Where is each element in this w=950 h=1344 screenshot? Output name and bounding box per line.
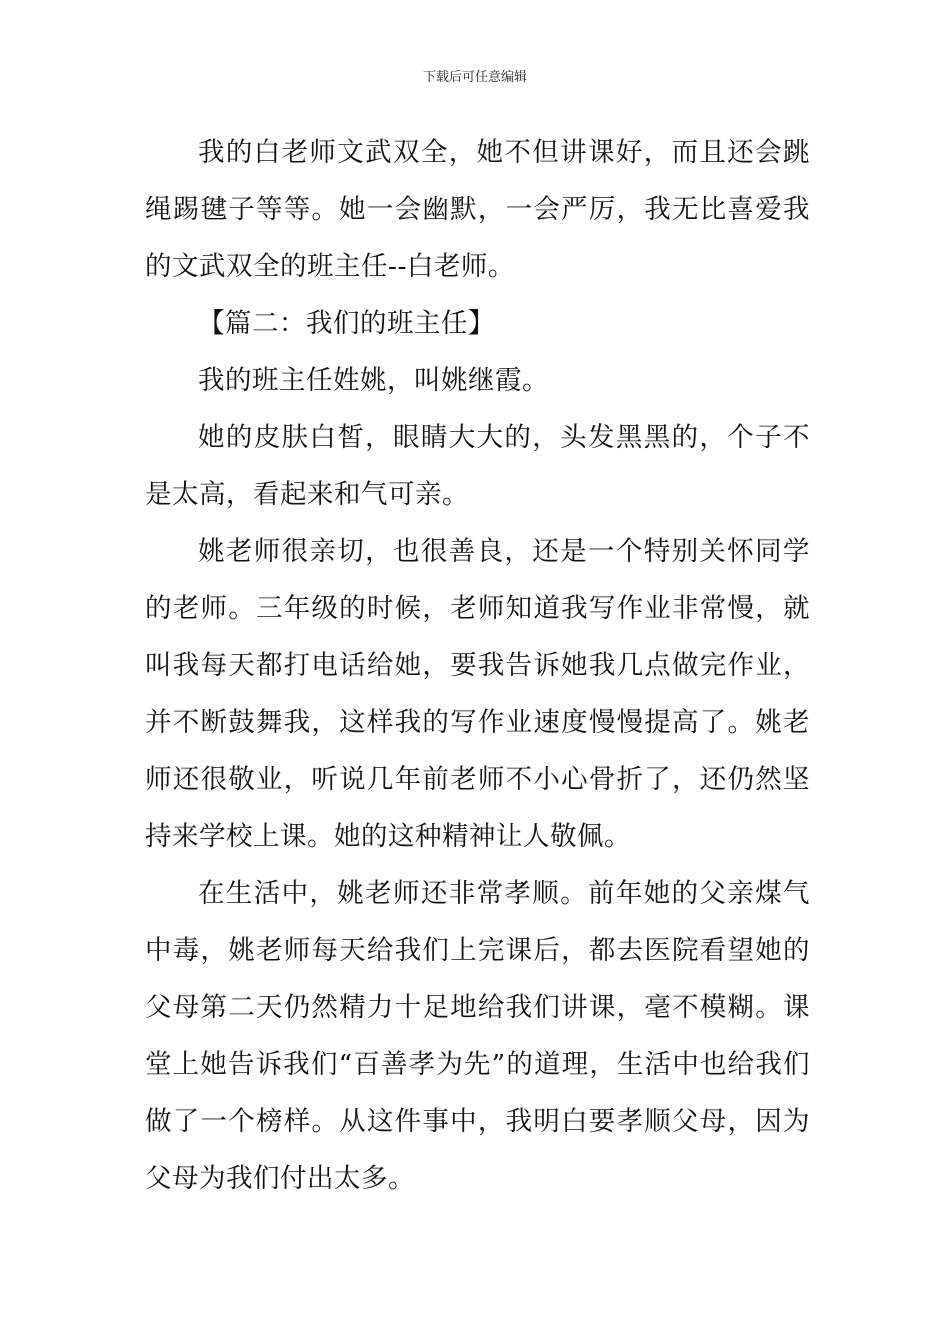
paragraph: 姚老师很亲切，也很善良，还是一个特别关怀同学的老师。三年级的时候，老师知道我写作业非常慢，就叫我每天都打电话给她，要我告诉她我几点做完作业，并不断鼓舞我，这样我的写作业速度慢慢提高了。姚老师还很敬业，听说几年前老师不小心骨折了，还仍然坚持来学校上课。她的这种精神让人敬佩。	[145, 536, 810, 852]
paragraph: 我的班主任姓姚，叫姚继霞。	[198, 365, 549, 396]
document-body	[145, 124, 810, 1207]
section-heading: 【篇二：我们的班主任】	[198, 308, 495, 339]
paragraph: 她的皮肤白皙，眼睛大大的，头发黑黑的，个子不是太高，看起来和气可亲。	[145, 422, 810, 510]
page-header: 下载后可任意编辑	[422, 70, 527, 85]
paragraph: 在生活中，姚老师还非常孝顺。前年她的父亲煤气中毒，姚老师每天给我们上完课后，都去医院看望她的父母第二天仍然精力十足地给我们讲课，毫不模糊。课堂上她告诉我们“百善孝为先”的道理，生活中也给我们做了一个榜样。从这件事中，我明白要孝顺父母，因为父母为我们付出太多。	[145, 878, 810, 1194]
paragraph: 我的白老师文武双全，她不但讲课好，而且还会跳绳踢毽子等等。她一会幽默，一会严厉，我无比喜爱我的文武双全的班主任--白老师。	[145, 137, 810, 282]
